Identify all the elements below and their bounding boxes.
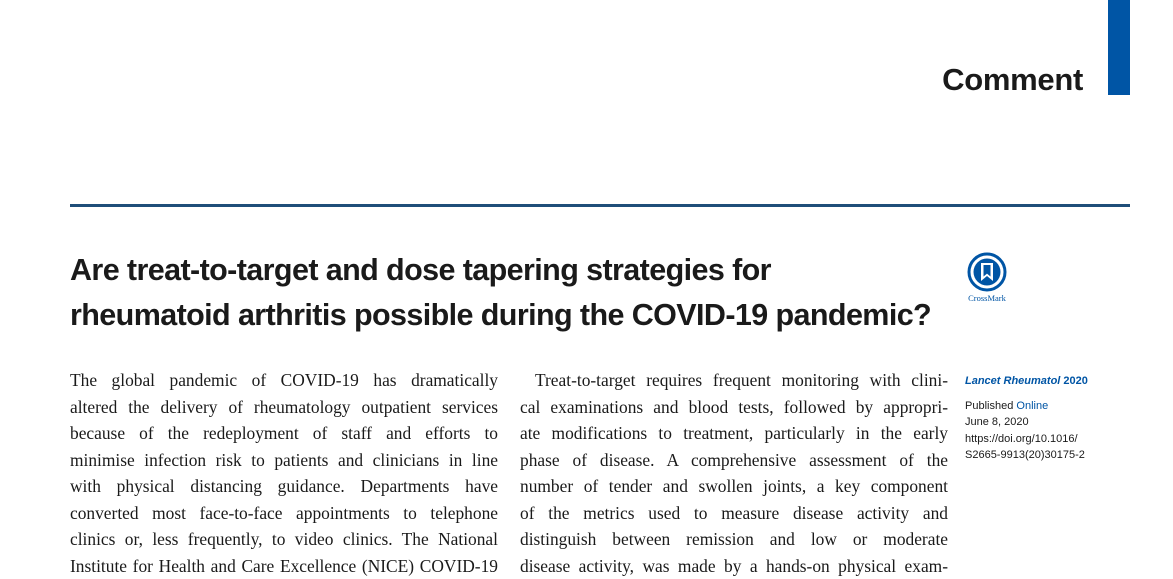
body-line: disease activity, was made by a hands-on physical exam- [520, 553, 948, 579]
body-line: with physical distancing guidance. Departments have [70, 473, 498, 500]
body-line: number of tender and swollen joints, a key component [520, 473, 948, 500]
article-metadata [965, 373, 1088, 464]
body-line: phase of disease. A comprehensive assessment of the [520, 447, 948, 474]
article-title [70, 248, 950, 338]
online-label: Online [1016, 400, 1048, 412]
journal-year: 2020 [1063, 375, 1087, 387]
crossmark-label: CrossMark [962, 293, 1012, 303]
published-label: Published [965, 400, 1013, 412]
crossmark-icon [967, 252, 1007, 292]
published-line [965, 398, 1088, 415]
journal-citation[interactable] [965, 373, 1088, 390]
doi-link-line-1[interactable]: https://doi.org/10.1016/ [965, 431, 1088, 448]
body-line: ate modifications to treatment, particularly in the early [520, 420, 948, 447]
body-line: clinics or, less frequently, to video clinics. The National [70, 526, 498, 553]
body-column-2 [520, 367, 948, 579]
section-label: Comment [942, 62, 1083, 98]
publish-date: June 8, 2020 [965, 414, 1088, 431]
doi-link-line-2[interactable]: S2665-9913(20)30175-2 [965, 447, 1088, 464]
body-line: altered the delivery of rheumatology outpatient services [70, 394, 498, 421]
journal-name: Lancet Rheumatol [965, 375, 1060, 387]
body-line: because of the redeployment of staff and efforts to [70, 420, 498, 447]
body-line: Treat-to-target requires frequent monitoring with clini- [520, 367, 948, 394]
header-rule [70, 204, 1130, 207]
crossmark-badge[interactable] [962, 252, 1012, 303]
body-line: cal examinations and blood tests, followed by appropri- [520, 394, 948, 421]
article-title-line: Are treat-to-target and dose tapering strategies for [70, 248, 950, 293]
section-color-tab [1108, 0, 1130, 95]
body-line: distinguish between remission and low or moderate [520, 526, 948, 553]
body-line: converted most face-to-face appointments to telephone [70, 500, 498, 527]
article-title-line: rheumatoid arthritis possible during the COVID-19 pandemic? [70, 293, 950, 338]
body-line: The global pandemic of COVID-19 has dramatically [70, 367, 498, 394]
body-line: of the metrics used to measure disease activity and [520, 500, 948, 527]
body-line: Institute for Health and Care Excellence (NICE) COVID-19 [70, 553, 498, 579]
body-column-1 [70, 367, 498, 579]
body-line: minimise infection risk to patients and clinicians in line [70, 447, 498, 474]
